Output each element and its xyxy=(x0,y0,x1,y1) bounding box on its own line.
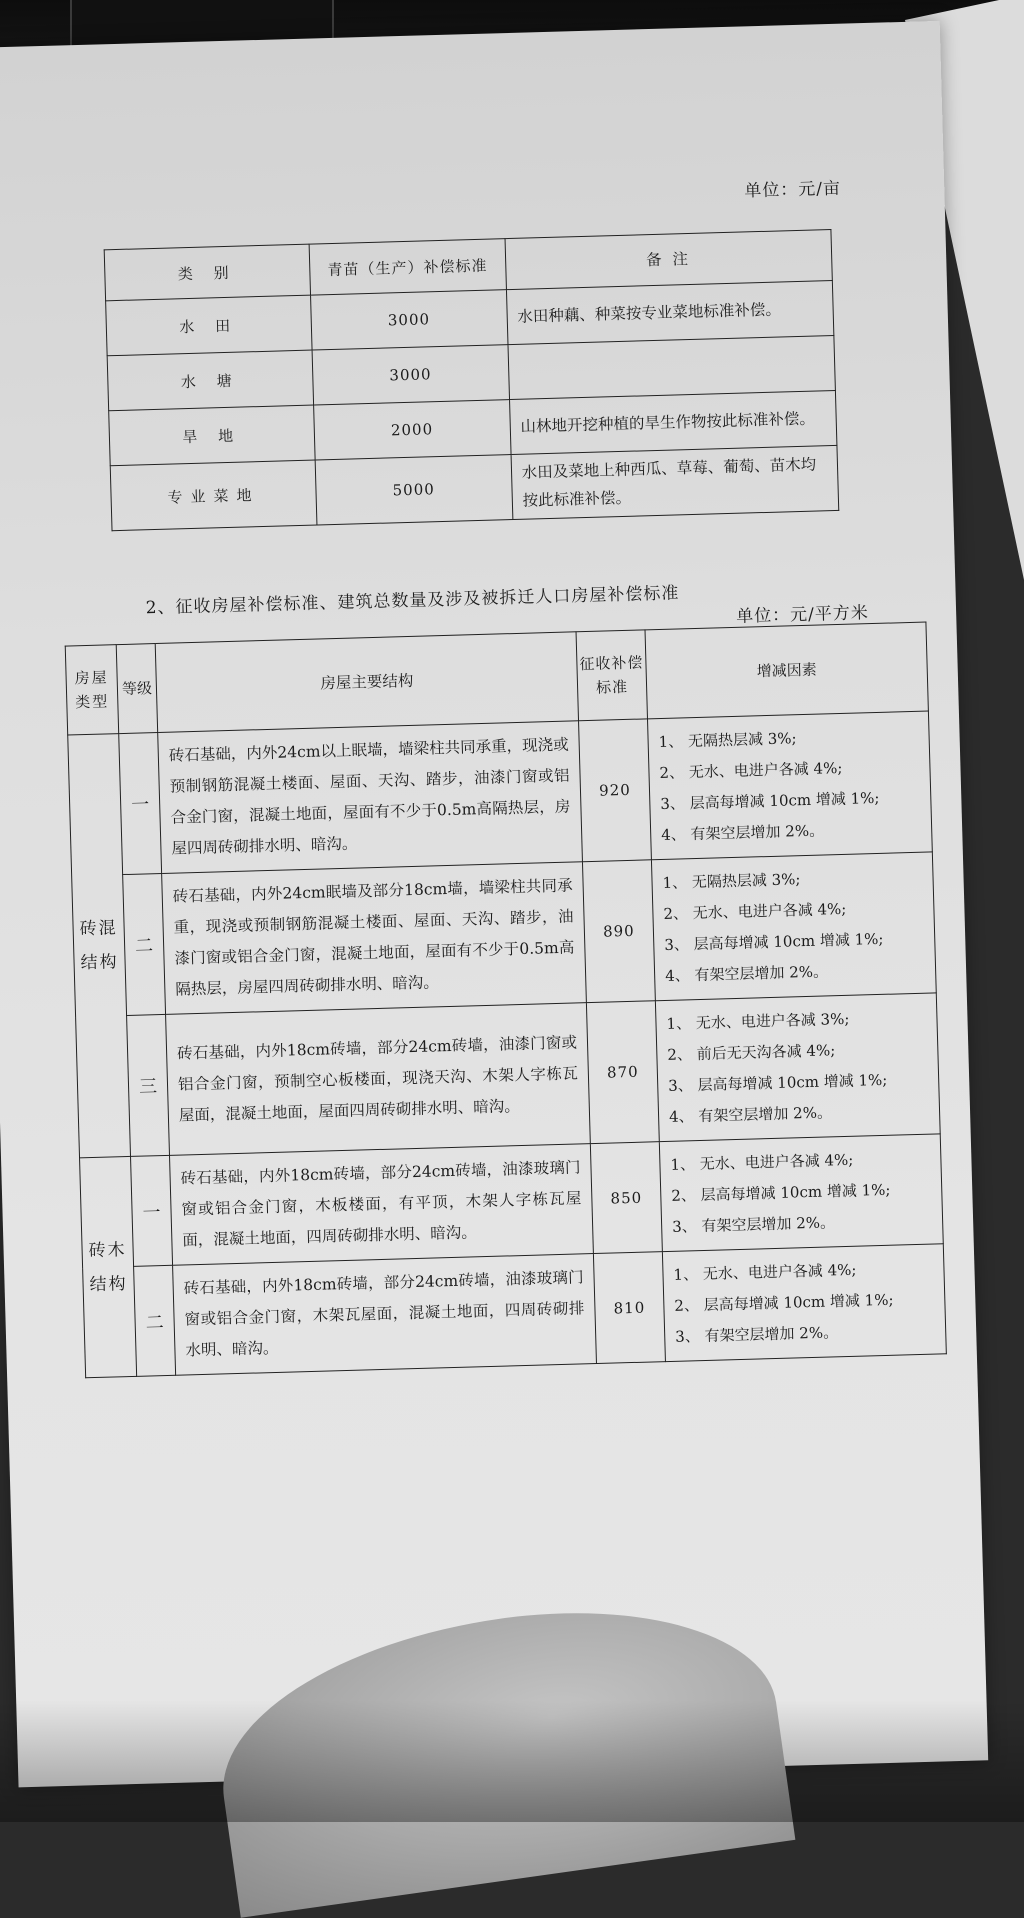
standard-cell: 5000 xyxy=(315,455,513,525)
structure-cell: 砖石基础，内外24cm眠墙及部分18cm墙，墙梁柱共同承重，现浇或预制钢筋混凝土楼面、屋面、天沟、踏步，油漆门窗或铝合金门窗，混凝土地面，屋面有不少于0.5m高隔热层，房屋四周砖砌排水明、暗沟。 xyxy=(162,862,587,1015)
factors-cell xyxy=(662,1244,946,1362)
factor-item: 3、 有架空层增加 2%。 xyxy=(671,1213,836,1236)
table-row xyxy=(76,993,941,1158)
factor-item: 3、 层高每增减 10cm 增减 1%; xyxy=(660,788,880,814)
factor-item: 1、 无隔热层减 3%; xyxy=(662,870,801,892)
factor-item: 2、 无水、电进户各减 4%; xyxy=(659,758,843,783)
header-factors: 增减因素 xyxy=(645,622,928,719)
structure-cell: 砖石基础，内外18cm砖墙，部分24cm砖墙，油漆门窗或铝合金门窗，预制空心板楼面，现浇天沟、木架人字栋瓦屋面，混凝土地面，屋面四周砖砌排水明、暗沟。 xyxy=(166,1003,591,1156)
standard-cell: 890 xyxy=(582,860,655,1003)
factor-item: 1、 无水、电进户各减 4%; xyxy=(673,1260,857,1284)
standard-cell: 3000 xyxy=(310,290,507,350)
factor-item: 4、 有架空层增加 2%。 xyxy=(668,1103,833,1126)
factor-item: 3、 层高每增减 10cm 增减 1%; xyxy=(664,929,884,954)
factor-item: 2、 层高每增减 10cm 增减 1%; xyxy=(671,1180,891,1205)
grade-cell: 二 xyxy=(123,873,166,1015)
standard-cell: 850 xyxy=(590,1142,662,1254)
standard-cell: 3000 xyxy=(312,345,509,405)
category-cell: 专业菜地 xyxy=(110,460,316,531)
document-page xyxy=(0,21,988,1787)
structure-cell: 砖石基础，内外18cm砖墙，部分24cm砖墙，油漆玻璃门窗或铝合金门窗，木板楼面，有平顶，木架人字栋瓦屋面，混凝土地面，四周砖砌排水明、暗沟。 xyxy=(169,1144,593,1266)
factor-item: 3、 层高每增减 10cm 增减 1%; xyxy=(668,1070,888,1095)
factors-cell xyxy=(655,993,940,1142)
header-standard: 青苗（生产）补偿标准 xyxy=(309,239,506,295)
header-grade: 等级 xyxy=(116,644,157,734)
factor-item: 2、 前后无天沟各减 4%; xyxy=(667,1041,836,1064)
category-cell: 水 田 xyxy=(106,295,312,356)
structure-cell: 砖石基础，内外24cm以上眠墙，墙梁柱共同承重，现浇或预制钢筋混凝土楼面、屋面、天沟、踏步，油漆门窗或铝合金门窗，混凝土地面，屋面有不少于0.5m高隔热层，房屋四周砖砌排水明、暗沟。 xyxy=(158,721,583,874)
grade-cell: 一 xyxy=(131,1155,173,1266)
bottom-shadow xyxy=(0,1700,1024,1822)
factor-item: 4、 有架空层增加 2%。 xyxy=(660,821,825,845)
category-cell: 旱 地 xyxy=(109,405,315,466)
note-cell: 山林地开挖种植的旱生作物按此标准补偿。 xyxy=(509,390,837,454)
factor-item: 2、 层高每增减 10cm 增减 1%; xyxy=(674,1290,894,1315)
grade-cell: 二 xyxy=(134,1265,176,1376)
factors-cell xyxy=(647,711,932,860)
note-cell: 水田种藕、种菜按专业菜地标准补偿。 xyxy=(506,281,834,345)
unit-label-1: 单位：元/亩 xyxy=(744,178,842,202)
structure-cell: 砖石基础，内外18cm砖墙，部分24cm砖墙，油漆玻璃门窗或铝合金门窗，木架瓦屋面，混凝土地面，四周砖砌排水明、暗沟。 xyxy=(173,1254,597,1376)
unit-label-2: 单位：元/平方米 xyxy=(735,603,870,627)
factor-item: 1、 无水、电进户各减 4%; xyxy=(670,1150,854,1174)
factor-item: 4、 有架空层增加 2%。 xyxy=(664,962,829,985)
factor-item: 1、 无水、电进户各减 3%; xyxy=(666,1009,850,1033)
table-row xyxy=(83,1244,947,1378)
crop-compensation-table xyxy=(104,229,840,531)
note-cell xyxy=(508,335,836,399)
header-standard: 征收补偿标准 xyxy=(576,630,647,721)
section-title: 2、征收房屋补偿标准、建筑总数量及涉及被拆迁人口房屋补偿标准 xyxy=(145,583,680,619)
house-type-cell: 砖混结构 xyxy=(68,734,131,1158)
header-house-type: 房屋类型 xyxy=(65,645,118,735)
note-cell: 水田及菜地上种西瓜、草莓、葡萄、苗木均按此标准补偿。 xyxy=(511,445,839,519)
header-category: 类 别 xyxy=(104,244,310,301)
grade-cell: 三 xyxy=(127,1014,170,1156)
header-structure: 房屋主要结构 xyxy=(155,632,578,733)
factor-item: 3、 有架空层增加 2%。 xyxy=(675,1323,839,1346)
header-note: 备 注 xyxy=(505,230,833,290)
standard-cell: 2000 xyxy=(313,400,510,460)
table-row xyxy=(68,711,933,876)
factors-cell xyxy=(659,1134,943,1252)
grade-cell: 一 xyxy=(119,733,162,875)
factor-item: 1、 无隔热层减 3%; xyxy=(658,729,797,752)
factor-item: 2、 无水、电进户各减 4%; xyxy=(663,899,847,923)
standard-cell: 920 xyxy=(579,719,652,862)
house-compensation-table xyxy=(65,622,947,1379)
category-cell: 水 塘 xyxy=(107,350,313,411)
table-row xyxy=(72,852,937,1017)
standard-cell: 810 xyxy=(593,1252,665,1364)
factors-cell xyxy=(651,852,936,1001)
standard-cell: 870 xyxy=(586,1001,659,1144)
house-type-cell: 砖木结构 xyxy=(80,1156,137,1377)
